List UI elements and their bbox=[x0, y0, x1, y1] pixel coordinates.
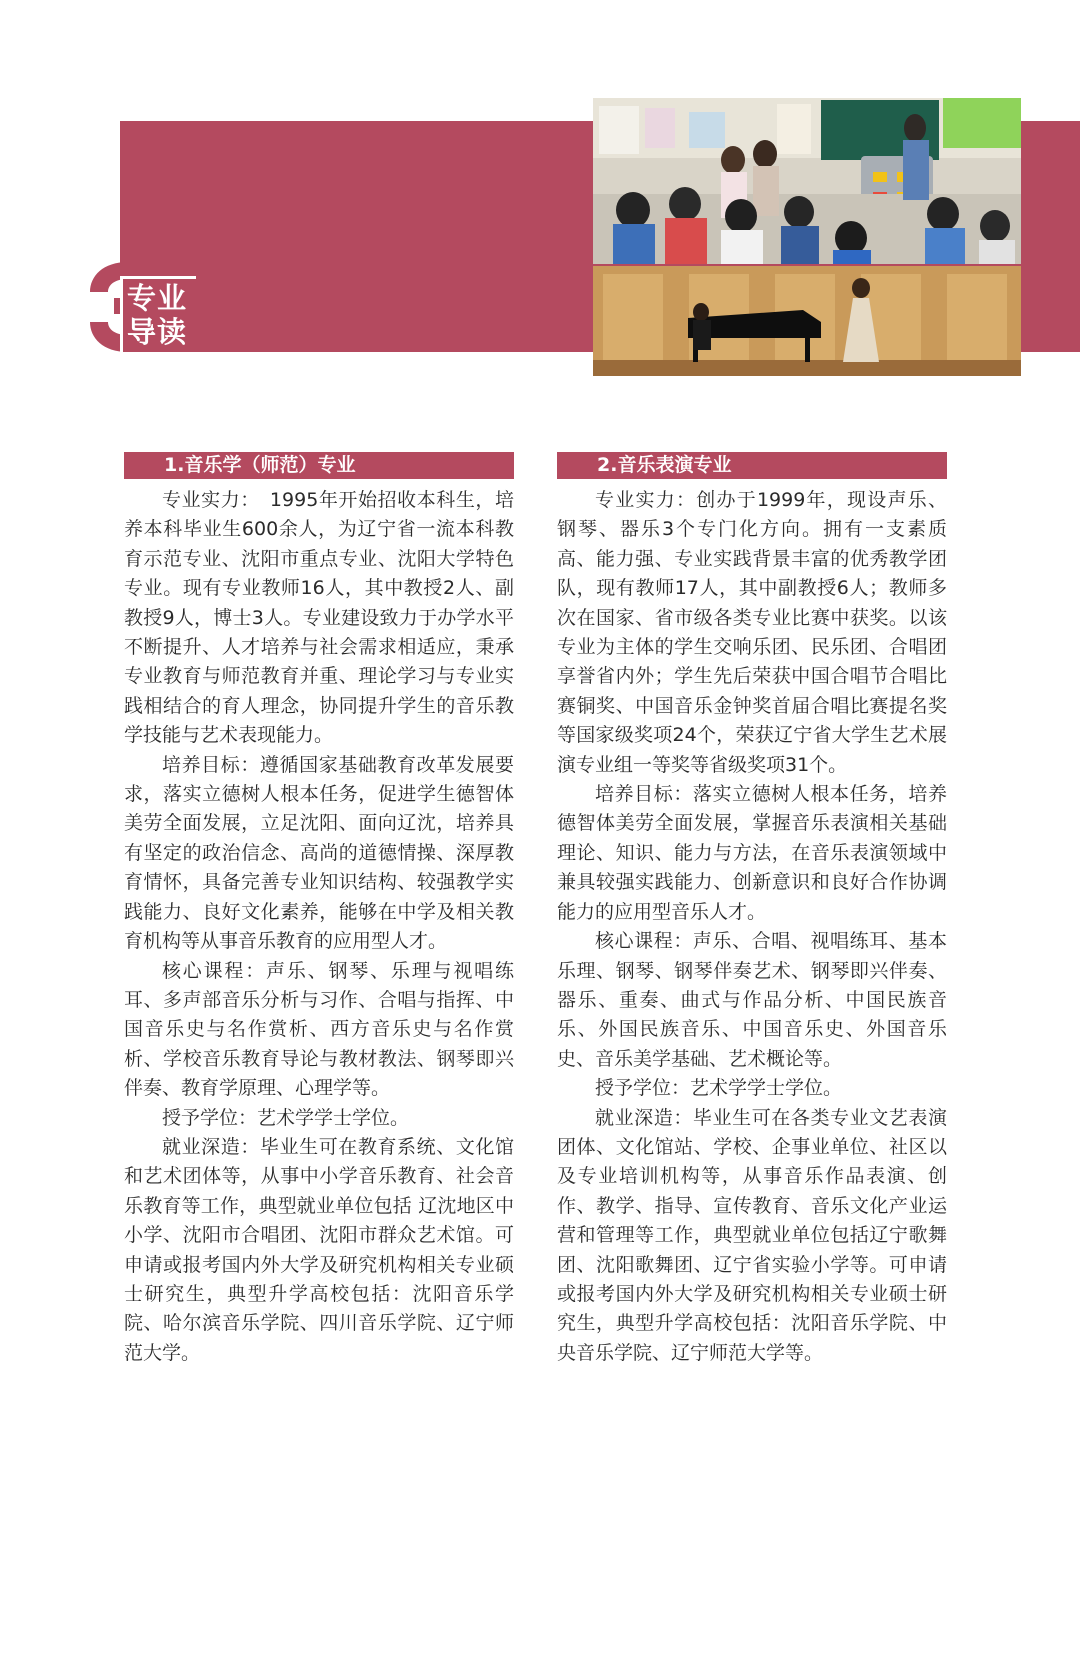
classroom-photo bbox=[593, 98, 1021, 264]
paragraph-degree: 授予学位：艺术学学士学位。 bbox=[595, 1077, 843, 1100]
section-music-education bbox=[124, 452, 514, 1368]
section-heading-music-education: 1.音乐学（师范）专业 bbox=[124, 452, 514, 479]
paragraph-careers: 就业深造：毕业生可在教育系统、文化馆和艺术团体等，从事中小学音乐教育、社会音乐教育等工作，典型就业单位包括 辽沈地区中小学、沈阳市合唱团、沈阳市群众艺术馆。可申请或报考国内外大学及研究机构相关专业硕士研究生，典型升学高校包括：沈阳音乐学院、哈尔滨音乐学院、四川音乐学院、辽宁师范大学。 bbox=[124, 1135, 514, 1364]
paragraph-strength: 专业实力：创办于1999年，现设声乐、钢琴、器乐3个专门化方向。拥有一支素质高、能力强、专业实践背景丰富的优秀教学团队，现有教师17人，其中副教授6人；教师多次在国家、省市级各类专业比赛中获奖。以该专业为主体的学生交响乐团、民乐团、合唱团享誉省内外；学生先后荣获中国合唱节合唱比赛铜奖、中国音乐金钟奖首届合唱比赛提名奖等国家级奖项24个，荣获辽宁省大学生艺术展演专业组一等奖等省级奖项31个。 bbox=[557, 489, 947, 776]
section-heading-music-performance: 2.音乐表演专业 bbox=[557, 452, 947, 479]
paragraph-strength: 专业实力： 1995年开始招收本科生，培养本科毕业生600余人，为辽宁省一流本科教育示范专业、沈阳市重点专业、沈阳大学特色专业。现有专业教师16人，其中教授2人、副教授9人，博士3人。专业建设致力于办学水平不断提升、人才培养与社会需求相适应，秉承专业教育与师范教育并重、理论学习与专业实践相结合的育人理念，协同提升学生的音乐教学技能与艺术表现能力。 bbox=[124, 489, 514, 747]
paragraph-careers: 就业深造：毕业生可在各类专业文艺表演团体、文化馆站、学校、企事业单位、社区以及专业培训机构等，从事音乐作品表演、创作、教学、指导、宣传教育、音乐文化产业运营和管理等工作，典型就业单位包括辽宁歌舞团、沈阳歌舞团、辽宁省实验小学等。可申请或报考国内外大学及研究机构相关专业硕士研究生，典型升学高校包括：沈阳音乐学院、中央音乐学院、辽宁师范大学等。 bbox=[557, 1106, 947, 1364]
section-badge bbox=[120, 276, 196, 352]
badge-line-2: 导读 bbox=[127, 315, 188, 349]
paragraph-goals: 培养目标：遵循国家基础教育改革发展要求，落实立德树人根本任务，促进学生德智体美劳全面发展，立足沈阳、面向辽沈，培养具有坚定的政治信念、高尚的道德情操、深厚教育情怀，具备完善专业知识结构、较强教学实践能力、良好文化素养，能够在中学及相关教育机构等从事音乐教育的应用型人才。 bbox=[124, 753, 514, 953]
recital-photo bbox=[593, 266, 1021, 376]
paragraph-courses: 核心课程：声乐、钢琴、乐理与视唱练耳、多声部音乐分析与习作、合唱与指挥、中国音乐史与名作赏析、西方音乐史与名作赏析、学校音乐教育导论与教材教法、钢琴即兴伴奏、教育学原理、心理学等。 bbox=[124, 959, 514, 1100]
paragraph-goals: 培养目标：落实立德树人根本任务，培养德智体美劳全面发展，掌握音乐表演相关基础理论、知识、能力与方法，在音乐表演领域中兼具较强实践能力、创新意识和良好合作协调能力的应用型音乐人才。 bbox=[557, 783, 947, 923]
paragraph-courses: 核心课程：声乐、合唱、视唱练耳、基本乐理、钢琴、钢琴伴奏艺术、钢琴即兴伴奏、器乐、重奏、曲式与作品分析、中国民族音乐、外国民族音乐、中国音乐史、外国音乐史、音乐美学基础、艺术概论等。 bbox=[557, 930, 947, 1070]
paragraph-degree: 授予学位：艺术学学士学位。 bbox=[162, 1106, 410, 1129]
badge-line-1: 专业 bbox=[127, 281, 188, 315]
section-music-performance bbox=[557, 452, 947, 1368]
